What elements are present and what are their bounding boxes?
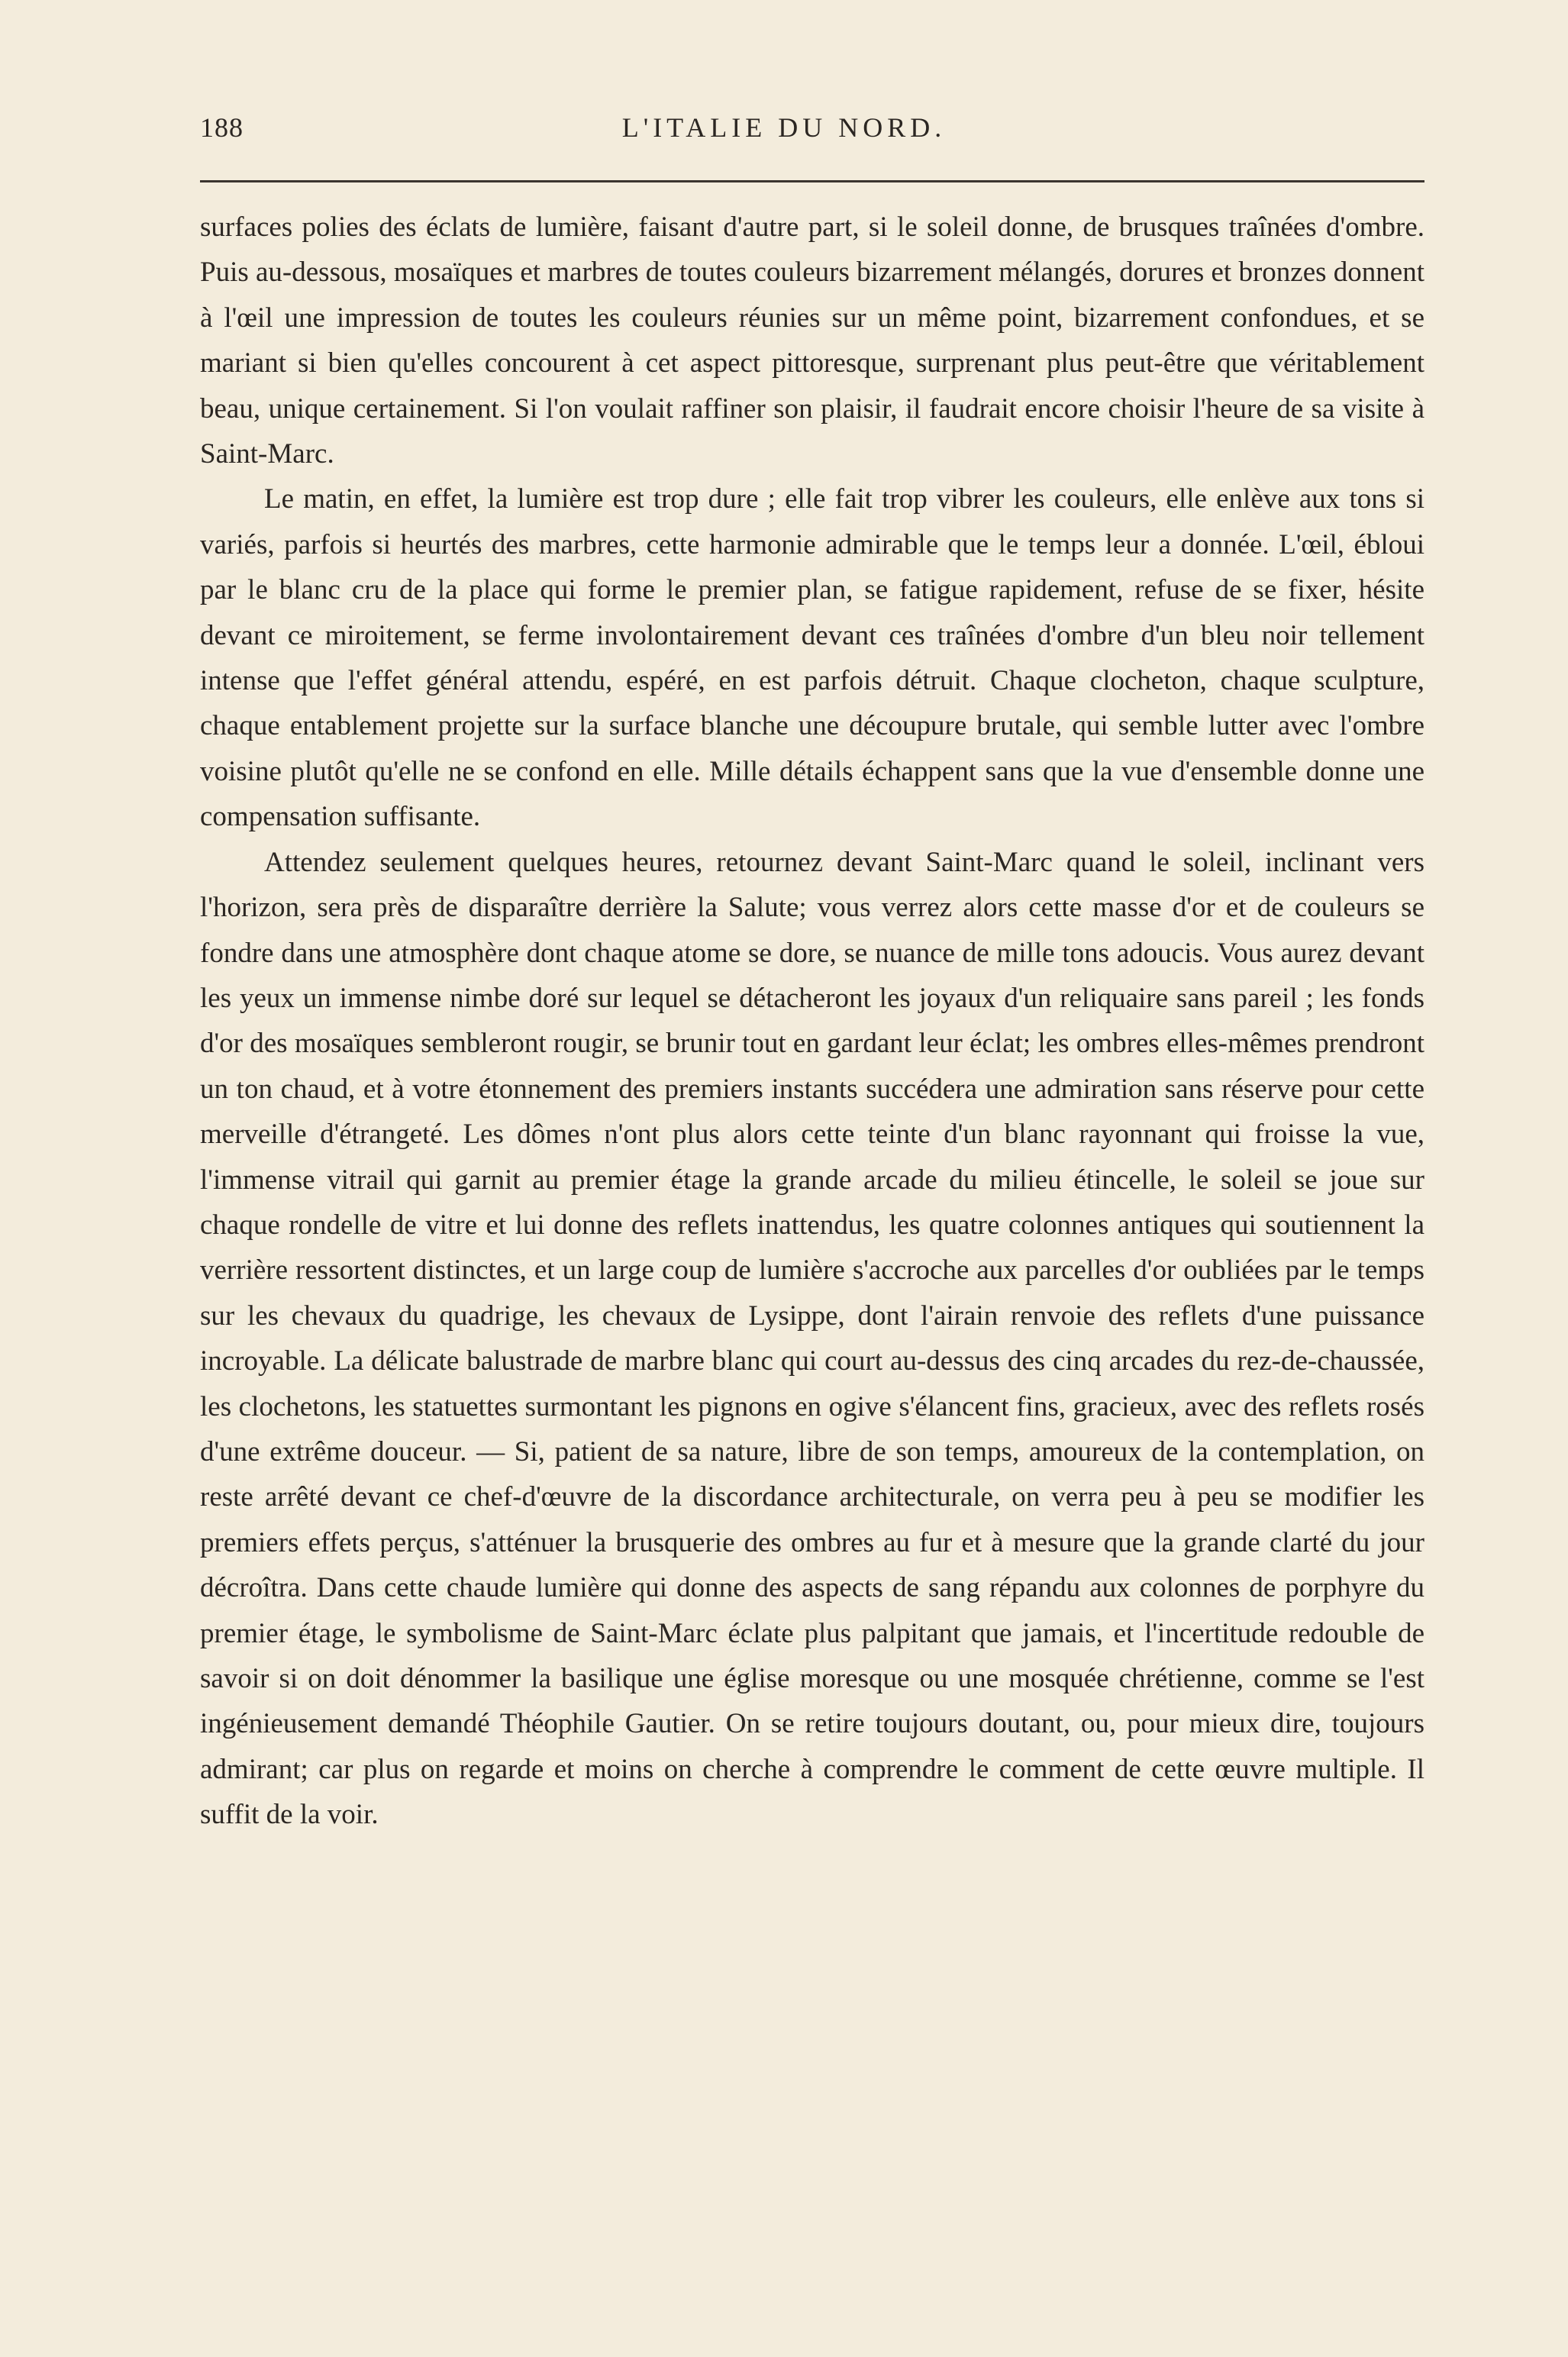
header-rule	[200, 180, 1424, 182]
paragraph-evening-light: Attendez seulement quelques heures, retournez devant Saint-Marc quand le soleil, inclinant vers l'horizon, sera près de disparaître derrière la Salute; vous verrez alors cette masse d'or et de couleurs se fondre dans une atmosphère dont chaque atome se dore, se nuance de mille tons adoucis. Vous aurez devant les yeux un immense nimbe doré sur lequel se détacheront les joyaux d'un reliquaire sans pareil ; les fonds d'or des mosaïques sembleront rougir, se brunir tout en gardant leur éclat; les ombres elles-mêmes prendront un ton chaud, et à votre étonnement des premiers instants succédera une admiration sans réserve pour cette merveille d'étrangeté. Les dômes n'ont plus alors cette teinte d'un blanc rayonnant qui froisse la vue, l'immense vitrail qui garnit au premier étage la grande arcade du milieu étincelle, le soleil se joue sur chaque rondelle de vitre et lui donne des reflets inattendus, les quatre colonnes antiques qui soutiennent la verrière ressortent distinctes, et un large coup de lumière s'accroche aux parcelles d'or oubliées par le temps sur les chevaux du quadrige, les chevaux de Lysippe, dont l'airain renvoie des reflets d'une puissance incroyable. La délicate balustrade de marbre blanc qui court au-dessus des cinq arcades du rez-de-chaussée, les clochetons, les statuettes surmontant les pignons en ogive s'élancent fins, gracieux, avec des reflets rosés d'une extrême douceur. — Si, patient de sa nature, libre de son temps, amoureux de la contemplation, on reste arrêté devant ce chef-d'œuvre de la discordance architecturale, on verra peu à peu se modifier les premiers effets perçus, s'atténuer la brusquerie des ombres au fur et à mesure que la grande clarté du jour décroîtra. Dans cette chaude lumière qui donne des aspects de sang répandu aux colonnes de porphyre du premier étage, le symbolisme de Saint-Marc éclate plus palpitant que jamais, et l'incertitude redouble de savoir si on doit dénommer la basilique une église moresque ou une mosquée chrétienne, comme se l'est ingénieusement demandé Théophile Gautier. On se retire toujours doutant, ou, pour mieux dire, toujours admirant; car plus on regarde et moins on cherche à comprendre le comment de cette œuvre multiple. Il suffit de la voir.	[200, 846, 1424, 1831]
body-text	[200, 205, 1424, 1838]
running-title: L'ITALIE DU NORD.	[621, 112, 947, 143]
page-number: 188	[200, 112, 244, 143]
paragraph-continued: surfaces polies des éclats de lumière, faisant d'autre part, si le soleil donne, de brusques traînées d'ombre. Puis au-dessous, mosaïques et marbres de toutes couleurs bizarrement mélangés, dorures et bronzes donnent à l'œil une impression de toutes les couleurs réunies sur un même point, bizarrement confondues, et se mariant si bien qu'elles concourent à cet aspect pittoresque, surprenant plus peut-être que véritablement beau, unique certainement. Si l'on voulait raffiner son plaisir, il faudrait encore choisir l'heure de sa visite à Saint-Marc.	[200, 211, 1424, 470]
paragraph-morning-light: Le matin, en effet, la lumière est trop dure ; elle fait trop vibrer les couleurs, elle enlève aux tons si variés, parfois si heurtés des marbres, cette harmonie admirable que le temps leur a donnée. L'œil, ébloui par le blanc cru de la place qui forme le premier plan, se fatigue rapidement, refuse de se fixer, hésite devant ce miroitement, se ferme involontairement devant ces traînées d'ombre d'un bleu noir tellement intense que l'effet général attendu, espéré, en est parfois détruit. Chaque clocheton, chaque sculpture, chaque entablement projette sur la surface blanche une découpure brutale, qui semble lutter avec l'ombre voisine plutôt qu'elle ne se confond en elle. Mille détails échappent sans que la vue d'ensemble donne une compensation suffisante.	[200, 483, 1424, 833]
